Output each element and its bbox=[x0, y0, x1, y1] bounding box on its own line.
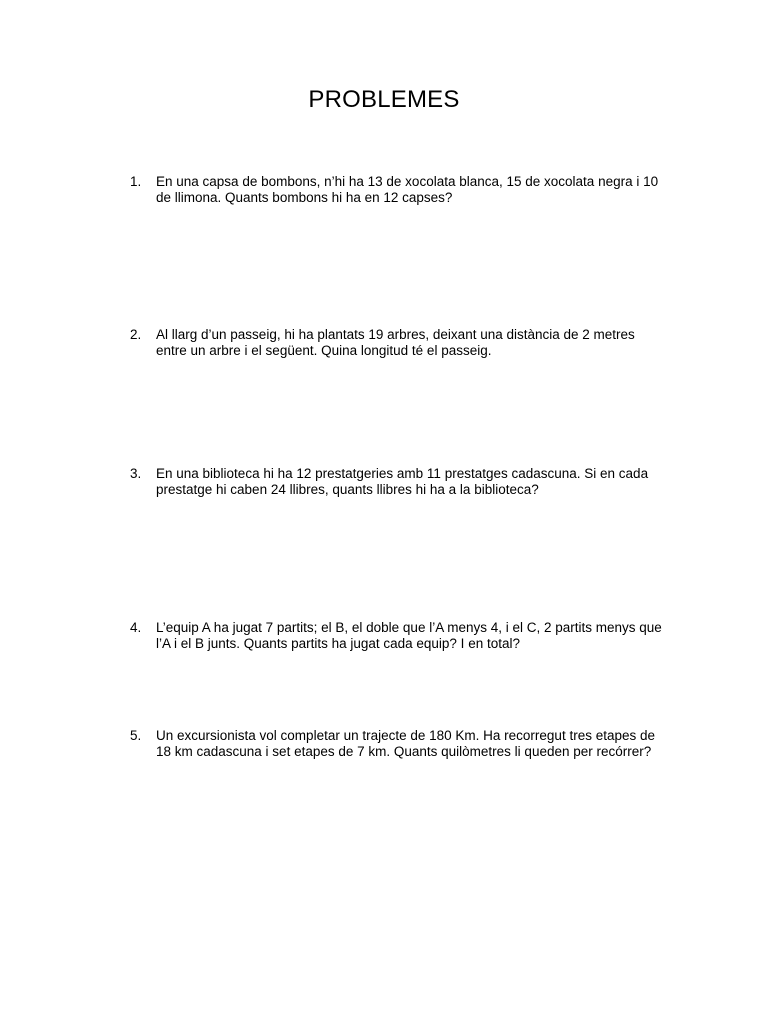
problem-number: 1. bbox=[130, 174, 142, 189]
problem-text: L’equip A ha jugat 7 partits; el B, el doble que l’A menys 4, i el C, 2 partits menys que l’A i el B junts. Quants partits ha jugat cada equip? I en total? bbox=[156, 620, 662, 651]
problem-number: 3. bbox=[130, 466, 142, 481]
problem-text: En una biblioteca hi ha 12 prestatgeries amb 11 prestatges cadascuna. Si en cada prestatge hi caben 24 llibres, quants llibres hi ha a la biblioteca? bbox=[156, 466, 649, 497]
problem-item-3 bbox=[130, 466, 670, 498]
problem-item-4 bbox=[130, 620, 670, 652]
problem-item-5 bbox=[130, 728, 670, 760]
problem-item-1 bbox=[130, 174, 670, 206]
problem-text: Un excursionista vol completar un trajecte de 180 Km. Ha recorregut tres etapes de 18 km cadascuna i set etapes de 7 km. Quants quilòmetres li queden per recórrer? bbox=[156, 728, 655, 759]
problem-number: 2. bbox=[130, 327, 142, 342]
problem-number: 4. bbox=[130, 620, 142, 635]
problem-item-2 bbox=[130, 327, 670, 359]
problem-text: En una capsa de bombons, n’hi ha 13 de xocolata blanca, 15 de xocolata negra i 10 de llimona. Quants bombons hi ha en 12 capses? bbox=[156, 174, 659, 205]
problem-text: Al llarg d’un passeig, hi ha plantats 19 arbres, deixant una distància de 2 metres entre un arbre i el següent. Quina longitud té el passeig. bbox=[156, 327, 635, 358]
problem-number: 5. bbox=[130, 728, 142, 743]
page-title: PROBLEMES bbox=[308, 86, 460, 113]
